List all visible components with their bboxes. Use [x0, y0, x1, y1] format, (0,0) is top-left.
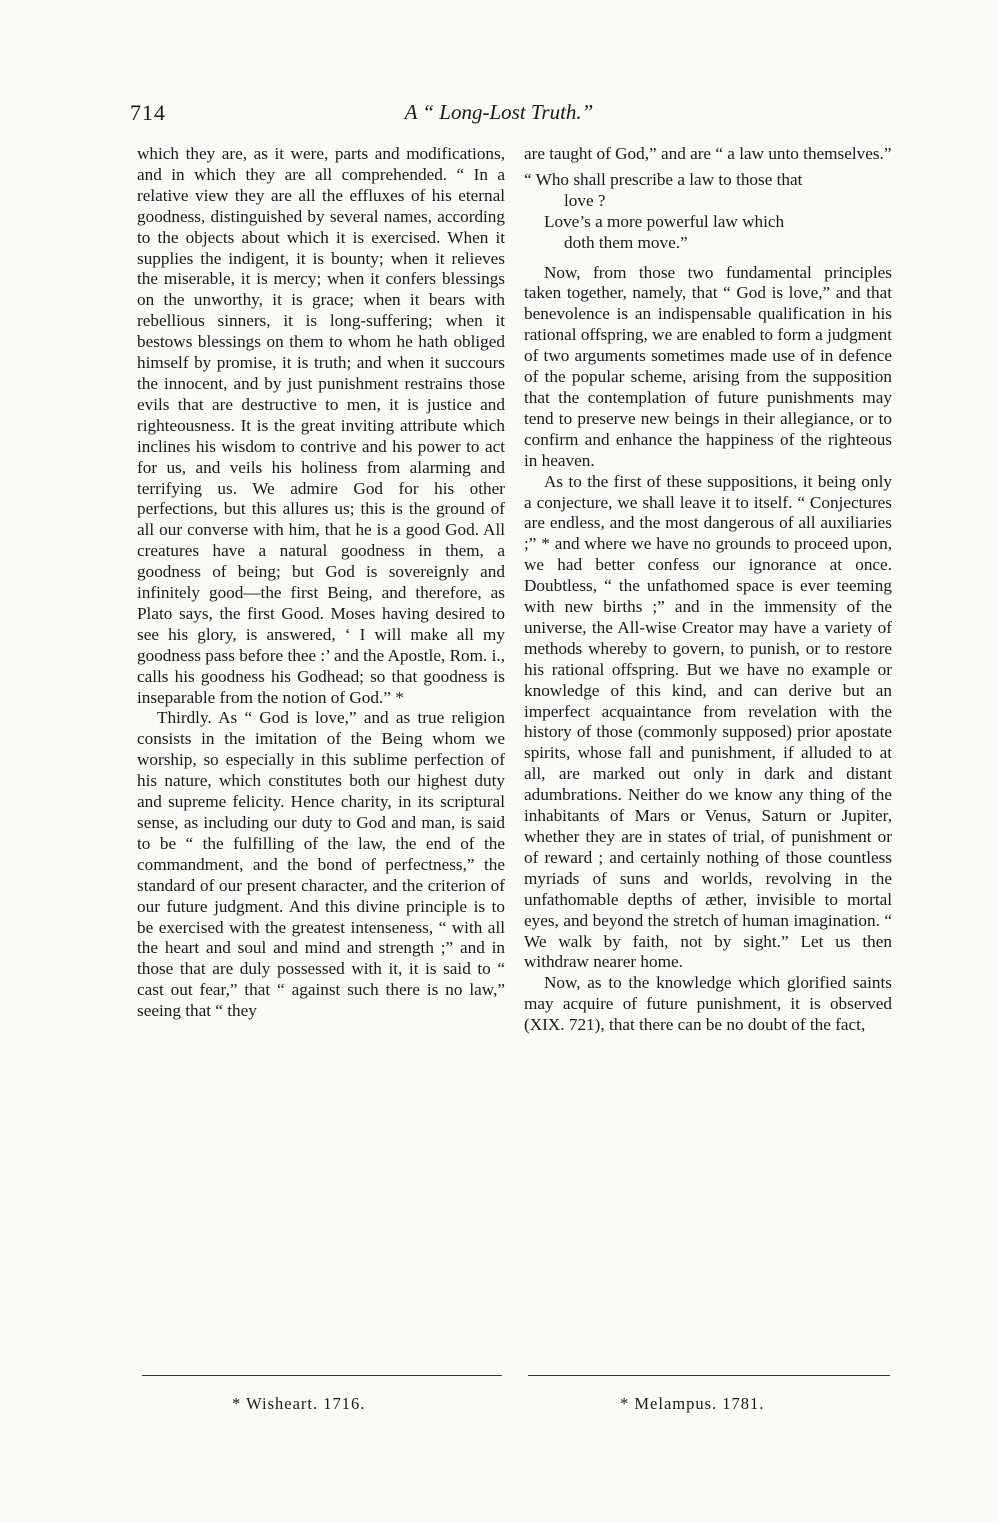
verse-line: love ?: [564, 190, 606, 210]
verse-line: “ Who shall prescribe a law to those that: [524, 169, 803, 189]
verse-quotation: [524, 170, 892, 254]
verse-line: Love’s a more powerful law which: [544, 211, 785, 231]
paragraph: Thirdly. As “ God is love,” and as true religion consists in the imitation of the Being whom we worship, so especially in this sublime perfection of his nature, which constitutes both our highest duty and supreme felicity. Hence charity, in its scriptural sense, as including our duty to God and man, is said to be “ the fulfilling of the law, the end of the commandment, and the bond of perfectness,” the standard of our present character, and the criterion of our future judgment. And this divine principle is to be exercised with the greatest intenseness, “ with all the heart and soul and mind and strength ;” and in those that are duly possessed with it, it is said to “ cast out fear,” that “ against such there is no law,” seeing that “ they: [137, 708, 505, 1021]
footnote-rule-left: [142, 1375, 502, 1376]
paragraph: are taught of God,” and are “ a law unto themselves.”: [524, 144, 892, 163]
footnote-rule-right: [528, 1375, 890, 1376]
paragraph: As to the first of these suppositions, it being only a conjecture, we shall leave it to itself. “ Conjectures are endless, and the most dangerous of all auxiliaries ;” * and where we have no grounds to proceed upon, we had better confess our ignorance at once. Doubtless, “ the unfathomed space is ever teeming with new births ;” and in the immensity of the universe, the All-wise Creator may have a variety of methods whereby to govern, to punish, or to restore his rational offspring. But we have no example or knowledge of this kind, and can derive but an imperfect acquaintance from revelation with the history of those (commonly supposed) prior apostate spirits, whose fall and punishment, if alluded to at all, are marked out only in dark and distant adumbrations. Neither do we know any thing of the inhabitants of Mars or Venus, Saturn or Jupiter, whether they are in states of trial, of punishment or of reward ; and certainly nothing of those countless myriads of suns and worlds, revolving in the unfathomable depths of æther, invisible to mortal eyes, and beyond the stretch of human imagination. “ We walk by faith, not by sight.” Let us then withdraw nearer home.: [524, 471, 892, 972]
right-column: [524, 144, 892, 1036]
footnote-right: * Melampus. 1781.: [620, 1394, 765, 1413]
running-title: A “ Long-Lost Truth.”: [404, 100, 594, 124]
verse-line: doth them move.”: [564, 232, 688, 252]
paragraph: Now, as to the knowledge which glorified saints may acquire of future punishment, it is observed (XIX. 721), that there can be no doubt of the fact,: [524, 973, 892, 1035]
page-number: 714: [130, 100, 166, 125]
left-column: [137, 144, 505, 1022]
footnote-left: * Wisheart. 1716.: [232, 1394, 366, 1413]
paragraph: which they are, as it were, parts and modifications, and in which they are all comprehended. “ In a relative view they are all the effluxes of his eternal goodness, distinguished by several names, according to the objects about which it is exercised. When it supplies the indigent, it is bounty; when it relieves the miserable, it is mercy; when it confers blessings on the unworthy, it is grace; when it bears with rebellious sinners, it is long-suffering; when it bestows blessings on them to whom he hath obliged himself by promise, it is truth; and when it succours the innocent, and by just punishment restrains those evils that are destructive to men, it is justice and righteousness. It is the great inviting attribute which inclines his wisdom to contrive and his power to act for us, and veils his holiness from alarming and terrifying us. We admire God for his other perfections, but this allures us; this is the ground of all our converse with him, that he is a good God. All creatures have a natural goodness in them, a goodness of being; but God is sovereignly and infinitely good—the first Being, and therefore, as Plato says, the first Good. Moses having desired to see his glory, is answered, ‘ I will make all my goodness pass before thee :’ and the Apostle, Rom. i., calls his goodness his Godhead; so that goodness is inseparable from the notion of God.” *: [137, 144, 505, 707]
paragraph: Now, from those two fundamental principles taken together, namely, that “ God is love,” and that benevolence is an indispensable qualification in his rational offspring, we are enabled to form a judgment of two arguments sometimes made use of in defence of the popular scheme, arising from the supposition that the contemplation of future punishments may tend to preserve new beings in their allegiance, or to confirm and enhance the happiness of the righteous in heaven.: [524, 262, 892, 470]
